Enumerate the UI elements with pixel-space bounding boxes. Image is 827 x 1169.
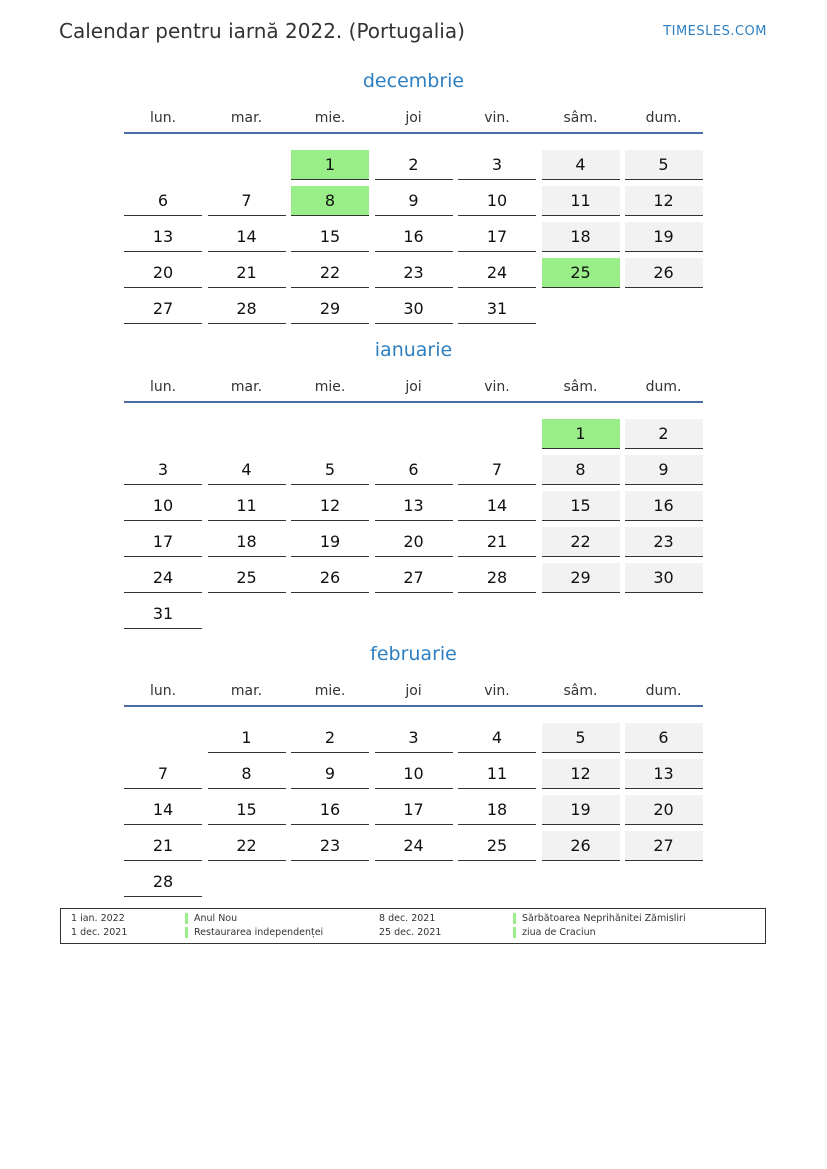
weekday-label: vin. bbox=[484, 110, 510, 126]
day-cell[interactable]: 20 bbox=[124, 258, 202, 288]
weekday-label: lun. bbox=[149, 110, 177, 126]
day-cell[interactable]: 2 bbox=[625, 419, 703, 449]
day-cell[interactable]: 16 bbox=[291, 795, 369, 825]
day-cell[interactable]: 22 bbox=[542, 527, 620, 557]
day-cell[interactable]: 17 bbox=[458, 222, 536, 252]
day-cell[interactable]: 14 bbox=[458, 491, 536, 521]
day-cell[interactable]: 11 bbox=[542, 186, 620, 216]
holiday-legend bbox=[60, 908, 766, 944]
month-title: februarie bbox=[370, 643, 457, 665]
day-cell[interactable]: 10 bbox=[458, 186, 536, 216]
weekday-label: lun. bbox=[149, 683, 177, 699]
day-cell[interactable]: 3 bbox=[458, 150, 536, 180]
day-cell[interactable]: 10 bbox=[375, 759, 453, 789]
day-cell[interactable]: 27 bbox=[625, 831, 703, 861]
day-cell[interactable]: 1 bbox=[208, 723, 286, 753]
holiday-day-cell[interactable]: 8 bbox=[291, 186, 369, 216]
weekday-label: joi bbox=[405, 379, 422, 395]
day-cell[interactable]: 18 bbox=[458, 795, 536, 825]
day-cell[interactable]: 5 bbox=[542, 723, 620, 753]
day-cell[interactable]: 31 bbox=[124, 599, 202, 629]
day-cell[interactable]: 13 bbox=[625, 759, 703, 789]
weekday-label: mar. bbox=[230, 683, 263, 699]
weekday-label: sâm. bbox=[563, 379, 598, 395]
weekday-header bbox=[124, 683, 703, 705]
day-cell[interactable]: 11 bbox=[208, 491, 286, 521]
weekday-label: mar. bbox=[230, 110, 263, 126]
weekday-header bbox=[124, 110, 703, 132]
day-cell[interactable]: 20 bbox=[375, 527, 453, 557]
day-cell[interactable]: 24 bbox=[124, 563, 202, 593]
day-cell[interactable]: 20 bbox=[625, 795, 703, 825]
day-cell[interactable]: 15 bbox=[542, 491, 620, 521]
day-cell[interactable]: 4 bbox=[458, 723, 536, 753]
day-cell[interactable]: 28 bbox=[208, 294, 286, 324]
weekday-label: vin. bbox=[484, 379, 510, 395]
day-cell[interactable]: 27 bbox=[124, 294, 202, 324]
header-divider bbox=[124, 705, 703, 707]
day-cell[interactable]: 4 bbox=[542, 150, 620, 180]
day-cell[interactable]: 9 bbox=[375, 186, 453, 216]
page-title: Calendar pentru iarnă 2022. (Portugalia) bbox=[59, 19, 465, 43]
day-cell[interactable]: 9 bbox=[625, 455, 703, 485]
day-cell[interactable]: 13 bbox=[124, 222, 202, 252]
day-cell[interactable]: 23 bbox=[625, 527, 703, 557]
weekday-label: mie. bbox=[314, 683, 346, 699]
day-cell[interactable]: 26 bbox=[542, 831, 620, 861]
day-cell[interactable]: 12 bbox=[291, 491, 369, 521]
day-cell[interactable]: 12 bbox=[625, 186, 703, 216]
day-cell[interactable]: 16 bbox=[625, 491, 703, 521]
legend-name: Sărbătoarea Neprihănitei Zămisliri bbox=[513, 913, 686, 924]
weekday-label: dum. bbox=[645, 379, 682, 395]
day-cell[interactable]: 28 bbox=[124, 867, 202, 897]
legend-date: 1 dec. 2021 bbox=[71, 927, 128, 938]
weekday-label: mar. bbox=[230, 379, 263, 395]
legend-name: Anul Nou bbox=[185, 913, 237, 924]
legend-date: 1 ian. 2022 bbox=[71, 913, 125, 924]
day-cell[interactable]: 26 bbox=[291, 563, 369, 593]
day-cell[interactable]: 5 bbox=[291, 455, 369, 485]
day-cell[interactable]: 7 bbox=[124, 759, 202, 789]
day-cell[interactable]: 11 bbox=[458, 759, 536, 789]
weekday-label: sâm. bbox=[563, 683, 598, 699]
legend-date: 25 dec. 2021 bbox=[379, 927, 442, 938]
weekday-label: joi bbox=[405, 110, 422, 126]
day-cell[interactable]: 3 bbox=[375, 723, 453, 753]
holiday-day-cell[interactable]: 25 bbox=[542, 258, 620, 288]
weekday-label: mie. bbox=[314, 379, 346, 395]
holiday-day-cell[interactable]: 1 bbox=[542, 419, 620, 449]
day-cell[interactable]: 30 bbox=[375, 294, 453, 324]
day-cell[interactable]: 24 bbox=[375, 831, 453, 861]
day-cell[interactable]: 6 bbox=[375, 455, 453, 485]
day-cell[interactable]: 13 bbox=[375, 491, 453, 521]
day-cell[interactable]: 21 bbox=[124, 831, 202, 861]
day-cell[interactable]: 21 bbox=[458, 527, 536, 557]
weekday-label: vin. bbox=[484, 683, 510, 699]
day-cell[interactable]: 8 bbox=[208, 759, 286, 789]
day-cell[interactable]: 26 bbox=[625, 258, 703, 288]
day-cell[interactable]: 25 bbox=[458, 831, 536, 861]
day-cell[interactable]: 17 bbox=[124, 527, 202, 557]
day-cell[interactable]: 6 bbox=[124, 186, 202, 216]
day-cell[interactable]: 17 bbox=[375, 795, 453, 825]
day-cell[interactable]: 22 bbox=[208, 831, 286, 861]
day-cell[interactable]: 25 bbox=[208, 563, 286, 593]
weekday-label: joi bbox=[405, 683, 422, 699]
weekday-label: dum. bbox=[645, 110, 682, 126]
day-cell[interactable]: 2 bbox=[375, 150, 453, 180]
weekday-label: sâm. bbox=[563, 110, 598, 126]
day-cell[interactable]: 7 bbox=[458, 455, 536, 485]
day-cell[interactable]: 16 bbox=[375, 222, 453, 252]
day-cell[interactable]: 22 bbox=[291, 258, 369, 288]
day-cell[interactable]: 14 bbox=[208, 222, 286, 252]
legend-name: Restaurarea independenței bbox=[185, 927, 323, 938]
day-cell[interactable]: 2 bbox=[291, 723, 369, 753]
day-cell[interactable]: 15 bbox=[291, 222, 369, 252]
legend-name: ziua de Craciun bbox=[513, 927, 596, 938]
month-title: ianuarie bbox=[374, 339, 453, 361]
day-cell[interactable]: 6 bbox=[625, 723, 703, 753]
day-cell[interactable]: 5 bbox=[625, 150, 703, 180]
day-cell[interactable]: 24 bbox=[458, 258, 536, 288]
day-cell[interactable]: 27 bbox=[375, 563, 453, 593]
legend-date: 8 dec. 2021 bbox=[379, 913, 436, 924]
day-cell[interactable]: 12 bbox=[542, 759, 620, 789]
weekday-label: dum. bbox=[645, 683, 682, 699]
day-cell[interactable]: 3 bbox=[124, 455, 202, 485]
day-cell[interactable]: 23 bbox=[291, 831, 369, 861]
day-cell[interactable]: 8 bbox=[542, 455, 620, 485]
day-cell[interactable]: 10 bbox=[124, 491, 202, 521]
month-title: decembrie bbox=[362, 70, 465, 92]
day-cell[interactable]: 29 bbox=[291, 294, 369, 324]
weekday-header bbox=[124, 379, 703, 401]
day-cell[interactable]: 14 bbox=[124, 795, 202, 825]
holiday-day-cell[interactable]: 1 bbox=[291, 150, 369, 180]
day-cell[interactable]: 29 bbox=[542, 563, 620, 593]
day-cell[interactable]: 19 bbox=[291, 527, 369, 557]
day-cell[interactable]: 30 bbox=[625, 563, 703, 593]
day-cell[interactable]: 19 bbox=[625, 222, 703, 252]
day-cell[interactable]: 21 bbox=[208, 258, 286, 288]
weekday-label: lun. bbox=[149, 379, 177, 395]
day-cell[interactable]: 15 bbox=[208, 795, 286, 825]
day-cell[interactable]: 28 bbox=[458, 563, 536, 593]
day-cell[interactable]: 19 bbox=[542, 795, 620, 825]
day-cell[interactable]: 23 bbox=[375, 258, 453, 288]
day-cell[interactable]: 18 bbox=[208, 527, 286, 557]
day-cell[interactable]: 4 bbox=[208, 455, 286, 485]
weekday-label: mie. bbox=[314, 110, 346, 126]
day-cell[interactable]: 31 bbox=[458, 294, 536, 324]
day-cell[interactable]: 18 bbox=[542, 222, 620, 252]
brand-link[interactable]: TIMESLES.COM bbox=[663, 24, 767, 39]
header-divider bbox=[124, 132, 703, 134]
day-cell[interactable]: 7 bbox=[208, 186, 286, 216]
header-divider bbox=[124, 401, 703, 403]
day-cell[interactable]: 9 bbox=[291, 759, 369, 789]
